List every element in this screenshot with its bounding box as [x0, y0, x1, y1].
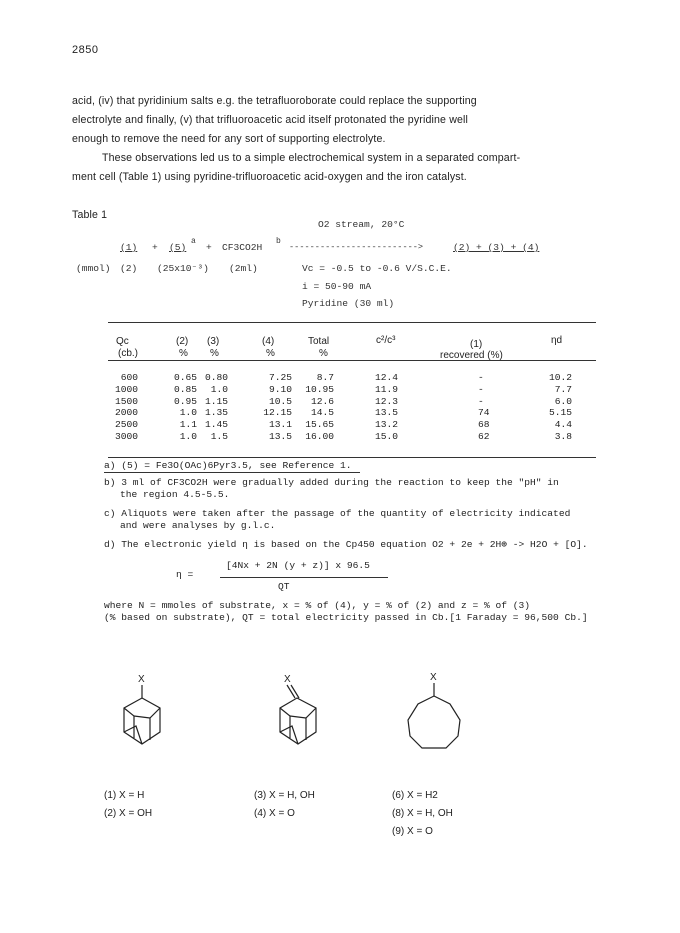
page-number: 2850: [72, 44, 99, 56]
amount-1: (2): [120, 263, 138, 274]
adamantane-structure: [108, 672, 176, 768]
table-cell: 1000: [114, 383, 138, 395]
stream-condition: O2 stream, 20°C: [318, 219, 405, 230]
table-cell: 600: [120, 372, 138, 383]
table-cell: 1.0: [179, 431, 197, 442]
table-cell: 1.35: [204, 407, 228, 419]
caption-4: (4) X = O: [254, 808, 295, 819]
table-cell: 14.5: [310, 407, 334, 419]
caption-1: (1) X = H: [104, 790, 145, 801]
table-cell: 8.7: [316, 372, 334, 383]
table-cell: 0.95: [173, 395, 197, 407]
table-top-rule: [108, 322, 596, 323]
header-q-unit: (cb.): [118, 348, 138, 359]
table-cell: 9.10: [268, 383, 292, 395]
header-eta: ηd: [551, 335, 563, 346]
eta-label: η =: [176, 569, 194, 580]
table-title: Table 1: [72, 209, 108, 221]
table-cell: 1.45: [204, 419, 228, 431]
intro-line: enough to remove the need for any sort of supporting electrolyte.: [72, 133, 386, 145]
table-cell: 0.85: [173, 383, 197, 395]
equation-denominator: QT: [278, 581, 290, 592]
equation-numerator: [4Nx + 2N (y + z)] x 96.5: [226, 560, 370, 571]
table-cell: 15.0: [374, 431, 398, 442]
where-line-2: (% based on substrate), QT = total electricity passed in Cb.[1 Faraday = 96,500 Cb.]: [104, 612, 588, 623]
intro-line: electrolyte and finally, (v) that trifluoroacetic acid itself protonated the pyridine well: [72, 114, 469, 126]
caption-2: (2) X = OH: [104, 808, 153, 819]
caption-8: (8) X = H, OH: [392, 808, 453, 819]
header-q: Qc: [116, 336, 129, 347]
table-cell: -: [478, 395, 484, 407]
adamantanone-structure: [262, 672, 334, 768]
table-cell: 13.5: [374, 407, 398, 419]
footnote-b-cont: the region 4.5-5.5.: [120, 489, 230, 500]
table-cell: 7.25: [268, 372, 292, 383]
table-cell: 1.5: [210, 431, 228, 442]
condition-vc: Vc = -0.5 to -0.6 V/S.C.E.: [302, 263, 452, 274]
table-cell: -: [478, 383, 484, 395]
header-total-unit: %: [319, 348, 328, 359]
header-c2: (2): [176, 336, 189, 347]
table-cell: 10.5: [268, 395, 292, 407]
table-cell: 62: [478, 431, 490, 442]
table-cell: 1.0: [210, 383, 228, 395]
fraction-bar: [220, 577, 388, 578]
table-cell: 5.15: [548, 407, 572, 419]
paragraph-line: ment cell (Table 1) using pyridine-trifluoroacetic acid-oxygen and the iron catalyst.: [72, 171, 467, 183]
table-cell: -: [478, 372, 484, 383]
caption-9: (9) X = O: [392, 826, 433, 837]
header-recovered-unit: recovered (%): [440, 350, 503, 361]
amount-reagent: (2ml): [229, 263, 258, 274]
table-cell: 2500: [114, 419, 138, 431]
table-cell: 10.95: [305, 383, 334, 395]
table-cell: 1.1: [179, 419, 197, 431]
table-cell: 1.0: [179, 407, 197, 419]
footnote-c: c) Aliquots were taken after the passage of the quantity of electricity indicated: [104, 508, 571, 519]
footnote-a-rule: [104, 472, 360, 473]
header-c3: (3): [207, 336, 220, 347]
footnote-c-cont: and were analyses by g.l.c.: [120, 520, 276, 531]
table-cell: 3.8: [554, 431, 572, 442]
table-header-rule: [108, 360, 596, 361]
x-label: X: [430, 672, 437, 683]
header-c4: (4): [262, 336, 275, 347]
footnote-d: d) The electronic yield η is based on the Cp450 equation O2 + 2e + 2H⊕ -> H2O + [O].: [104, 539, 588, 550]
table-cell: 13.1: [268, 419, 292, 431]
x-label: X: [284, 674, 291, 685]
reactant-5-sup: a: [191, 237, 196, 246]
caption-3: (3) X = H, OH: [254, 790, 315, 801]
condition-current: i = 50-90 mA: [302, 281, 372, 292]
table-cell: 10.2: [548, 372, 572, 383]
footnote-b: b) 3 ml of CF3CO2H were gradually added during the reaction to keep the "pH" in: [104, 477, 559, 488]
reactant-5: (5): [169, 242, 187, 253]
table-cell: 12.3: [374, 395, 398, 407]
table-cell: 1.15: [204, 395, 228, 407]
header-total: Total: [308, 336, 330, 347]
products: (2) + (3) + (4): [453, 242, 540, 253]
table-cell: 16.00: [305, 431, 334, 442]
plus-sign: +: [206, 242, 212, 253]
cyclononane-structure: [400, 668, 472, 764]
table-cell: 0.65: [173, 372, 197, 383]
footnote-a: a) (5) = Fe3O(OAc)6Pyr3.5, see Reference 1.: [104, 460, 352, 471]
x-label: X: [138, 674, 145, 685]
table-cell: 11.9: [374, 383, 398, 395]
header-c2-unit: %: [179, 348, 188, 359]
table-cell: 12.4: [374, 372, 398, 383]
table-cell: 4.4: [554, 419, 572, 431]
table-cell: 68: [478, 419, 490, 431]
header-recovered: (1): [470, 339, 483, 350]
reaction-arrow: ------------------------->: [289, 242, 424, 252]
table-cell: 13.2: [374, 419, 398, 431]
intro-paragraph: [72, 92, 477, 149]
table-cell: 13.5: [268, 431, 292, 442]
condition-pyridine: Pyridine (30 ml): [302, 298, 395, 309]
table-cell: 74: [478, 407, 490, 419]
paragraph-line: These observations led us to a simple electrochemical system in a separated compart-: [102, 152, 521, 164]
table-cell: 12.6: [310, 395, 334, 407]
table-cell: 2000: [114, 407, 138, 419]
reactant-1: (1): [120, 242, 138, 253]
table-cell: 12.15: [263, 407, 292, 419]
where-line-1: where N = mmoles of substrate, x = % of (4), y = % of (2) and z = % of (3): [104, 600, 531, 611]
amount-5: (25x10⁻³): [157, 263, 209, 274]
table-cell: 0.80: [204, 372, 228, 383]
caption-6: (6) X = H2: [392, 790, 438, 801]
plus-sign: +: [152, 242, 158, 253]
header-c4-unit: %: [266, 348, 275, 359]
table-cell: 15.65: [305, 419, 334, 431]
table-bottom-rule: [108, 457, 596, 458]
table-cell: 6.0: [554, 395, 572, 407]
header-c3-unit: %: [210, 348, 219, 359]
mmol-label: (mmol): [76, 263, 111, 274]
table-cell: 7.7: [554, 383, 572, 395]
header-ratio: c²/c³: [376, 335, 396, 346]
reagent-cf3co2h: CF3CO2H: [222, 242, 263, 253]
table-cell: 1500: [114, 395, 138, 407]
reagent-sup: b: [276, 237, 281, 246]
intro-line: acid, (iv) that pyridinium salts e.g. the tetrafluoroborate could replace the supporting: [72, 95, 477, 107]
table-cell: 3000: [114, 431, 138, 442]
observations-paragraph: [72, 149, 520, 187]
